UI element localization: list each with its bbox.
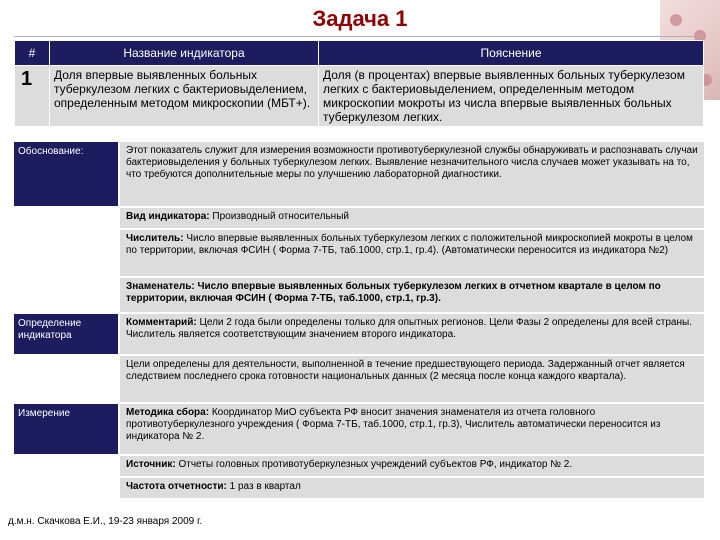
title-divider xyxy=(14,36,704,37)
comment-label: Комментарий: xyxy=(126,317,197,328)
footer-author: д.м.н. Скачкова Е.И., 19-23 января 2009 г. xyxy=(8,516,203,527)
indicator-explanation: Доля (в процентах) впервые выявленных больных туберкулезом легких с бактериовыделением, определенным методом микроскопии мокроты из числа впервые выявленных больных туберкулезом легких. xyxy=(319,66,704,127)
goals-text: Цели определены для деятельности, выполненной в течение предшествующего периода. Задержанный отчет является следствием последнего срока готовности национальных данных (2 месяца после конца каждого квартала). xyxy=(120,356,704,402)
col-header-number: # xyxy=(15,41,50,66)
table-header-row xyxy=(15,41,704,66)
indicator-type-label: Вид индикатора: xyxy=(126,211,210,222)
indicator-type-value: Производный относительный xyxy=(212,211,349,222)
justification-label: Обоснование: xyxy=(14,142,118,206)
numerator-value: Число впервые выявленных больных туберкулезом легких с положительной микроскопией мокроты в целом по территории, включая ФСИН ( Форма 7-ТБ, таб.1000, стр.1, гр.4). (Автоматически переносится из индикатора №2) xyxy=(126,233,693,256)
indicator-name: Доля впервые выявленных больных туберкулезом легких с бактериовыделением, определенным методом микроскопии (МБТ+). xyxy=(50,66,319,127)
numerator xyxy=(120,230,704,276)
justification-text: Этот показатель служит для измерения возможности противотуберкулезной службы обнаруживать и распознавать случаи бактериовыделения у больных туберкулезом легких. Выявление незначительного числа случаев может указывать на то, что требуются дополнительные меры по улучшению лабораторной диагностики. xyxy=(120,142,704,206)
frequency-value: 1 раз в квартал xyxy=(229,481,301,492)
indicator-type xyxy=(120,208,704,228)
definition-label: Определение индикатора xyxy=(14,314,118,354)
numerator-label: Числитель: xyxy=(126,233,184,244)
source-value: Отчеты головных противотуберкулезных учреждений субъектов РФ, индикатор № 2. xyxy=(178,459,573,470)
method-label: Методика сбора: xyxy=(126,407,210,418)
source-label: Источник: xyxy=(126,459,176,470)
frequency-label: Частота отчетности: xyxy=(126,481,227,492)
table-row xyxy=(15,66,704,127)
col-header-explanation: Пояснение xyxy=(319,41,704,66)
comment-value: Цели 2 года были определены только для опытных регионов. Цели Фазы 2 определены для всей страны. Числитель является соответствующим значением второго индикатора. xyxy=(126,317,692,340)
denominator: Знаменатель: Число впервые выявленных больных туберкулезом легких в отчетном квартале в целом по территории, включая ФСИН ( Форма 7-ТБ, таб.1000, стр.1, гр.3). xyxy=(120,278,704,312)
indicator-table xyxy=(14,40,704,127)
measurement-label: Измерение xyxy=(14,404,118,454)
collection-method xyxy=(120,404,704,454)
row-number: 1 xyxy=(15,66,50,127)
col-header-name: Название индикатора xyxy=(50,41,319,66)
method-value: Координатор МиО субъекта РФ вносит значения знаменателя из отчета головного противотуберкулезного учреждения ( Форма 7-ТБ, таб.1000, стр.1, гр.3), Числитель автоматически переносится из индикатора № 2. xyxy=(126,407,661,442)
comment xyxy=(120,314,704,354)
source xyxy=(120,456,704,476)
page-title: Задача 1 xyxy=(312,6,408,31)
frequency xyxy=(120,478,704,498)
